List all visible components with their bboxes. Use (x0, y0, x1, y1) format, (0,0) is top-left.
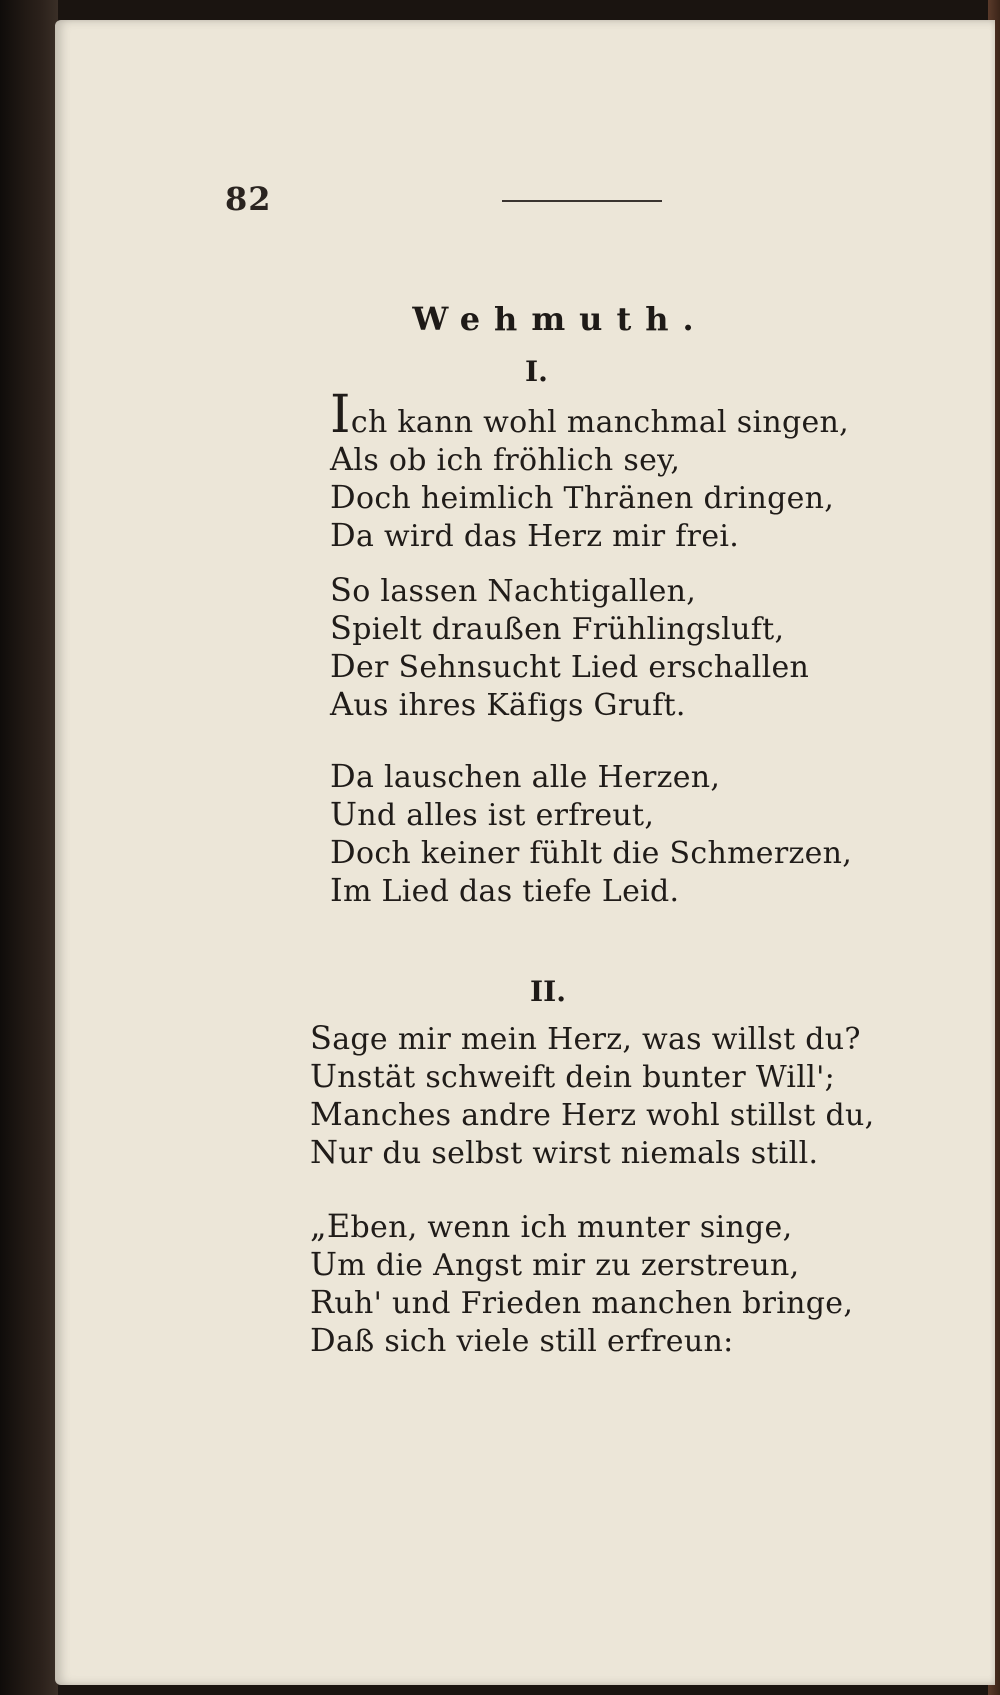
verse-line: Da lauschen alle Herzen, (330, 757, 721, 795)
verse-line: Ruh' und Frieden manchen bringe, (310, 1283, 854, 1321)
verse-line: Der Sehnsucht Lied erschallen (330, 647, 810, 685)
header-rule (502, 200, 662, 202)
verse-line: Ich kann wohl manchmal singen, (330, 385, 850, 445)
section-number-2: II. (530, 975, 566, 1008)
verse-line: So lassen Nachtigallen, (330, 571, 697, 609)
verse-line: Nur du selbst wirst niemals still. (310, 1133, 819, 1171)
stanza-2-2 (310, 1208, 853, 1360)
page-number: 82 (225, 180, 272, 218)
verse-line: Als ob ich fröhlich sey, (330, 440, 681, 478)
verse-line: Manches andre Herz wohl stillst du, (310, 1095, 875, 1133)
book-page (55, 20, 995, 1685)
verse-line: Da wird das Herz mir frei. (330, 516, 740, 554)
verse-line: Unstät schweift dein bunter Will'; (310, 1057, 836, 1095)
verse-line: Und alles ist erfreut, (330, 795, 655, 833)
verse-line: Aus ihres Käfigs Gruft. (330, 685, 686, 723)
verse-line: „Eben, wenn ich munter singe, (310, 1207, 793, 1245)
verse-line: Im Lied das tiefe Leid. (330, 871, 680, 909)
stanza-1-2 (330, 572, 809, 724)
verse-line: Daß sich viele still erfreun: (310, 1321, 734, 1359)
verse-line: Spielt draußen Frühlingsluft, (330, 609, 785, 647)
verse-line: Sage mir mein Herz, was willst du? (310, 1019, 861, 1057)
stanza-1-1 (330, 385, 850, 555)
verse-line: Um die Angst mir zu zerstreun, (310, 1245, 800, 1283)
section-number-1: I. (525, 355, 548, 388)
stanza-2-1 (310, 1020, 874, 1172)
stanza-1-3 (330, 758, 852, 910)
poem-title: Wehmuth. (412, 300, 708, 338)
book-spine (0, 0, 58, 1695)
verse-line: Doch keiner fühlt die Schmerzen, (330, 833, 853, 871)
verse-line: Doch heimlich Thränen dringen, (330, 478, 835, 516)
